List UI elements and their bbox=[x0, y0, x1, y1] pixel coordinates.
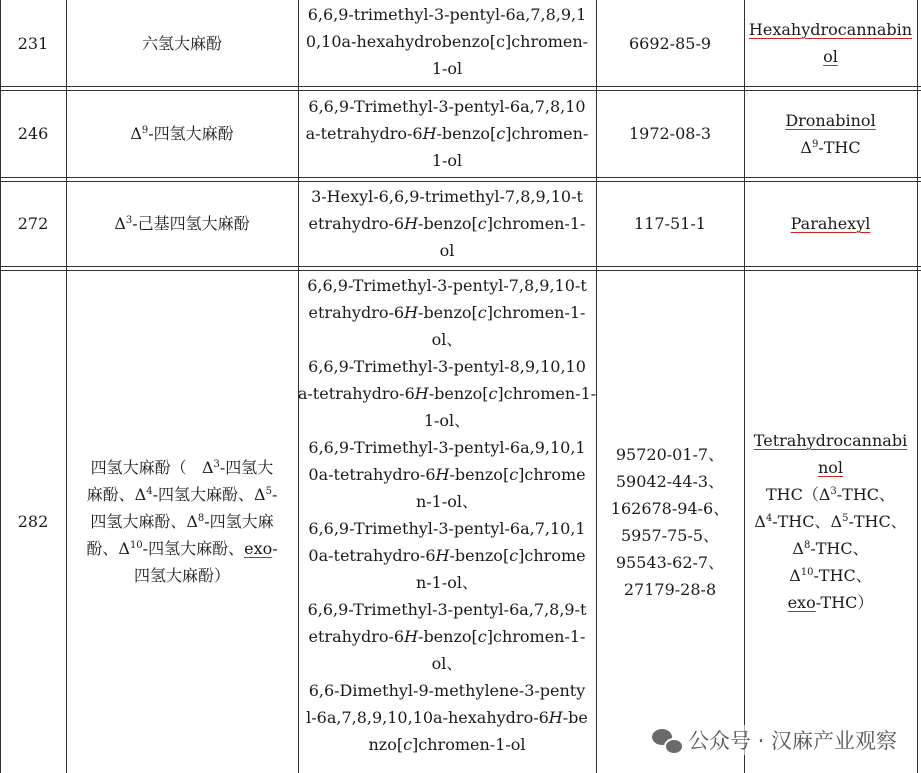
chemical-name: 6,6,9-trimethyl-3-pentyl-6a,7,8,9,1 0,10a-hexahydrobenzo[c]chromen- 1-ol bbox=[305, 4, 589, 78]
english-name: Hexahydrocannabin ol bbox=[748, 20, 913, 66]
cas-number: 117-51-1 bbox=[634, 214, 706, 233]
chemical-name: 3-Hexyl-6,6,9-trimethyl-7,8,9,10-t etrahydro-6H-benzo[c]chromen-1- ol bbox=[308, 187, 586, 260]
english-name: Parahexyl bbox=[790, 214, 871, 233]
row-number: 282 bbox=[17, 512, 49, 531]
chemical-name: 6,6,9-Trimethyl-3-pentyl-7,8,9,10-t etrahydro-6H-benzo[c]chromen-1- ol、 6,6,9-Trimethyl-3-pentyl-8,9,10,10 a-tetrahydro-6H-benzo[c]chromen-1- 1-ol、 6,6,9-Trimethyl-3-pentyl-6a,9,10,1 0a-tetrahydro-6H-benzo[c]chrome n-1-ol、 6,6,9-Trimethyl-3-pentyl-6a,7,10,1 0a-tetrahydro-6H-benzo[c]chrome n-1-ol、 6,6,9-Trimethyl-3-pentyl-6a,7,8,9-t etrahydro-6H-benzo[c]chromen-1- ol、 6,6-Dimethyl-9-methylene-3-penty l-6a,7,8,9,10,10a-hexahydro-6H-be nzo[c]chromen-1-ol bbox=[297, 276, 597, 754]
watermark bbox=[650, 725, 899, 755]
cas-number: 6692-85-9 bbox=[628, 33, 712, 53]
english-name: Dronabinol $\Delta^9$-THC bbox=[785, 110, 876, 157]
table-border-right bbox=[917, 0, 918, 773]
row-number: 231 bbox=[17, 33, 49, 53]
chinese-name: $\Delta^3-$己基四氢大麻酚 bbox=[114, 214, 250, 233]
chinese-name: $\Delta^9-$四氢大麻酚 bbox=[130, 124, 234, 143]
cas-number: 1972-08-3 bbox=[628, 124, 712, 143]
watermark-text: 公众号 · 汉麻产业观察 bbox=[687, 729, 897, 753]
row-number: 246 bbox=[17, 124, 49, 143]
chemical-name: 6,6,9-Trimethyl-3-pentyl-6a,7,8,10 a-tetrahydro-6H-benzo[c]chromen- 1-ol bbox=[305, 97, 589, 170]
wechat-icon bbox=[652, 728, 682, 752]
chinese-name: 四氢大麻酚（ $\Delta^3-$四氢大 麻酚、$\Delta^4-$四氢大麻酚、$\Delta^5-$ 四氢大麻酚、$\Delta^8-$四氢大麻 酚、$\Delta^{10}-$四氢大麻酚、exo- 四氢大麻酚） bbox=[86, 458, 278, 585]
english-name: Tetrahydrocannabi nol $THC(\Delta^3$-THC、 $\Delta^4$-THC、$\Delta^5$-THC、 $\Delta^8$-THC、 $\Delta^{10}$-THC、 exo-THC） bbox=[753, 431, 908, 612]
row-number: 272 bbox=[17, 214, 49, 233]
chinese-name: 六氢大麻酚 bbox=[141, 33, 222, 53]
cas-number: 95720-01-7、 59042-44-3、 162678-94-6、 5957-75-5、 95543-62-7、 27179-28-8 bbox=[610, 444, 730, 599]
